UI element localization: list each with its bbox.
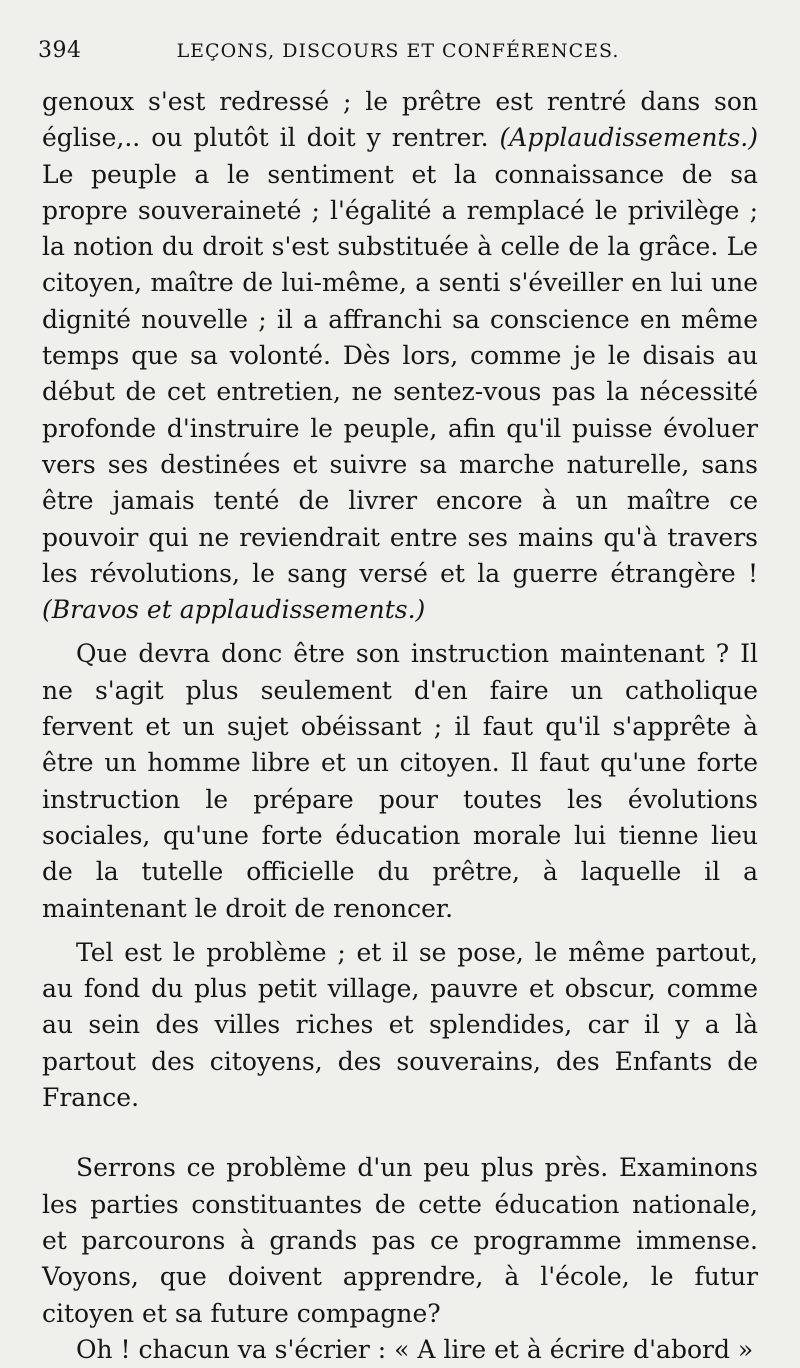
text-segment: genoux s'est redressé ; le prêtre est rentré dans son église,.. ou plutôt il doit y rentrer. — [42, 87, 758, 153]
paragraph — [42, 84, 758, 628]
paragraph — [42, 935, 758, 1116]
paragraph — [42, 1332, 758, 1368]
stage-direction-bravos: (Bravos et applaudissements.) — [42, 595, 426, 625]
page-number: 394 — [38, 38, 82, 63]
paragraph — [42, 1150, 758, 1331]
page-header — [38, 38, 758, 72]
text-segment: Oh ! chacun va s'écrier : « A lire et à écrire d'abord » — [76, 1334, 754, 1364]
text-segment: Serrons ce problème d'un peu plus près. Examinons les parties constituantes de cette éducation nationale, et parcourons à grands pas ce programme immense. Voyons, que doivent apprendre, à l'école, le futur citoyen et sa future compagne? — [42, 1153, 758, 1328]
body-text — [42, 84, 758, 1368]
text-segment: Le peuple a le sentiment et la connaissance de sa propre souveraineté ; l'égalité a remplacé le privilège ; la notion du droit s'est substituée à celle de la grâce. Le citoyen, maître de lui-même, a senti s'éveiller en lui une dignité nouvelle ; il a affranchi sa conscience en même temps que sa volonté. Dès lors, comme je le disais au début de cet entretien, ne sentez-vous pas la nécessité profonde d'instruire le peuple, afin qu'il puisse évoluer vers ses destinées et suivre sa marche naturelle, sans être jamais tenté de livrer encore à un maître ce pouvoir qui ne reviendrait entre ses mains qu'à travers les révolutions, le sang versé et la guerre étrangère ! — [42, 159, 758, 588]
stage-direction-applause: (Applaudissements.) — [499, 123, 758, 153]
running-title: LEÇONS, DISCOURS ET CONFÉRENCES. — [176, 40, 620, 62]
paragraph — [42, 636, 758, 926]
text-segment: Tel est le problème ; et il se pose, le même partout, au fond du plus petit village, pauvre et obscur, comme au sein des villes riches et splendides, car il y a là partout des citoyens, des souverains, des Enfants de France. — [42, 937, 758, 1113]
text-segment: Que devra donc être son instruction maintenant ? Il ne s'agit plus seulement d'en faire un catholique fervent et un sujet obéissant ; il faut qu'il s'apprête à être un homme libre et un citoyen. Il faut qu'une forte instruction le prépare pour toutes les évolutions sociales, qu'une forte éducation morale lui tienne lieu de la tutelle officielle du prêtre, à laquelle il a maintenant le droit de renoncer. — [42, 639, 758, 923]
